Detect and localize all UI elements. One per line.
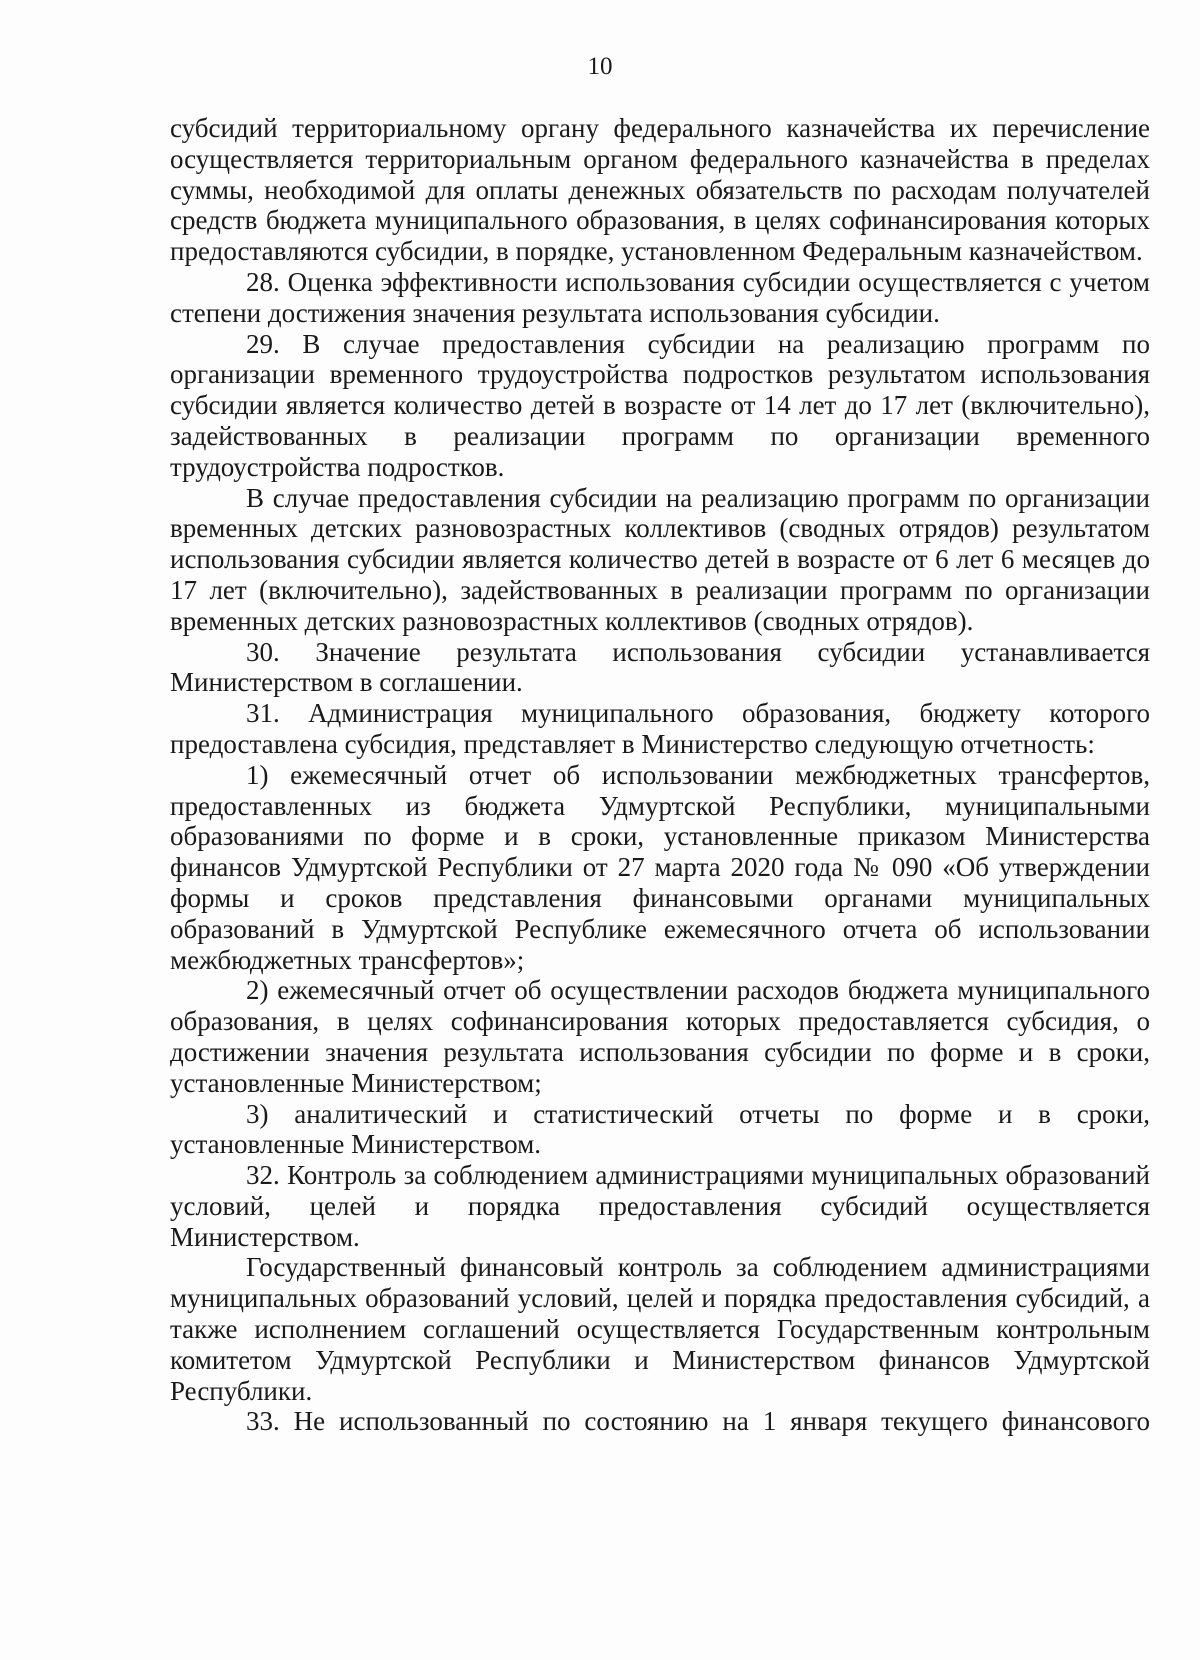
paragraph-29: 29. В случае предоставления субсидии на реализацию программ по организации временного трудоустройства подростков результатом использования субсидии является количество детей в возрасте от 14 лет до 17 лет (включительно), задействованных в реализации программ по организации временного трудоустройства подростков. (170, 328, 1150, 482)
list-item-2: 2) ежемесячный отчет об осуществлении расходов бюджета муниципального образования, в целях софинансирования которых предоставляется субсидия, о достижении значения результата использования субсидии по форме и в сроки, установленные Министерством; (170, 975, 1150, 1098)
paragraph-30: 30. Значение результата использования субсидии устанавливается Министерством в соглашении. (170, 636, 1150, 698)
paragraph-31: 31. Администрация муниципального образования, бюджету которого предоставлена субсидия, представляет в Министерство следующую отчетность: (170, 698, 1150, 759)
list-item-3: 3) аналитический и статистический отчеты по форме и в сроки, установленные Министерством. (170, 1098, 1150, 1160)
paragraph-29-second: В случае предоставления субсидии на реализацию программ по организации временных детских разновозрастных коллективов (сводных отрядов) результатом использования субсидии является количество детей в возрасте от 6 лет 6 месяцев до 17 лет (включительно), задействованных в реализации программ по организации временных детских разновозрастных коллективов (сводных отрядов). (170, 482, 1150, 636)
page-number: 10 (587, 53, 613, 80)
paragraph-continuation: субсидий территориальному органу федерального казначейства их перечисление осуществляется территориальным органом федерального казначейства в пределах суммы, необходимой для оплаты денежных обязательств по расходам получателей средств бюджета муниципального образования, в целях софинансирования которых предоставляются субсидии, в порядке, установленном Федеральным казначейством. (170, 113, 1150, 267)
paragraph-32-second: Государственный финансовый контроль за соблюдением администрациями муниципальных образований условий, целей и порядка предоставления субсидий, а также исполнением соглашений осуществляется Государственным контрольным комитетом Удмуртской Республики и Министерством финансов Удмуртской Республики. (170, 1252, 1150, 1406)
list-item-1: 1) ежемесячный отчет об использовании межбюджетных трансфертов, предоставленных из бюджета Удмуртской Республики, муниципальными образованиями по форме и в сроки, установленные приказом Министерства финансов Удмуртской Республики от 27 марта 2020 года № 090 «Об утверждении формы и сроков представления финансовыми органами муниципальных образований в Удмуртской Республике ежемесячного отчета об использовании межбюджетных трансфертов»; (170, 759, 1150, 975)
document-body (170, 113, 1150, 1437)
paragraph-32: 32. Контроль за соблюдением администрациями муниципальных образований условий, целей и порядка предоставления субсидий осуществляется Министерством. (170, 1160, 1150, 1252)
paragraph-33: 33. Не использованный по состоянию на 1 января текущего финансового (246, 1406, 1150, 1437)
paragraph-28: 28. Оценка эффективности использования субсидии осуществляется с учетом степени достижения значения результата использования субсидии. (170, 266, 1150, 328)
